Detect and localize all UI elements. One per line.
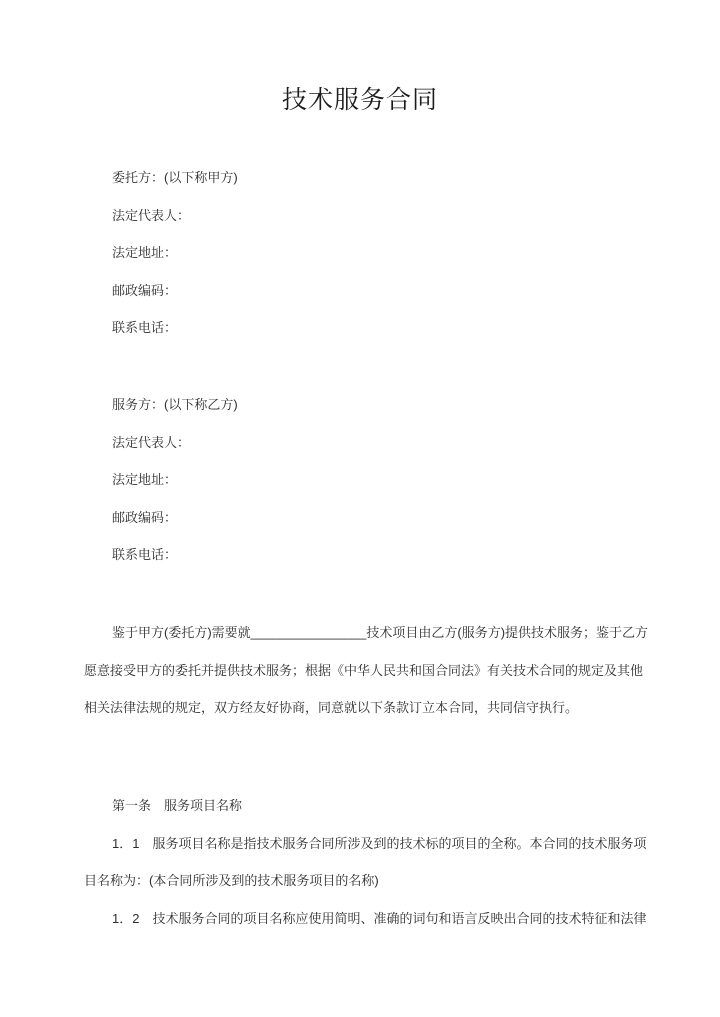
clause-1-item-1-line-1: 1．1 服务项目名称是指技术服务合同所涉及到的技术标的项目的全称。本合同的技术服务项 <box>112 835 647 851</box>
party-b-legal-rep-line: 法定代表人： <box>112 434 191 450</box>
party-b-role-line: 服务方：(以下称乙方) <box>112 397 238 412</box>
party-b-address-line: 法定地址： <box>112 472 178 487</box>
party-a-legal-rep-line: 法定代表人： <box>112 207 191 223</box>
preamble-line-1 <box>84 614 649 652</box>
preamble-text-after-blank: 技术项目由乙方(服务方)提供技术服务；鉴于乙方 <box>366 625 649 640</box>
party-a-role-line: 委托方：(以下称甲方) <box>112 170 238 185</box>
party-a-phone-line: 联系电话： <box>112 320 178 335</box>
preamble-line-2: 愿意接受甲方的委托并提供技术服务；根据《中华人民共和国合同法》有关技术合同的规定及其他 <box>84 662 644 678</box>
party-b-phone-line: 联系电话： <box>112 547 178 562</box>
clause-1-section <box>84 787 647 937</box>
clause-1-item-2-line-1: 1．2 技术服务合同的项目名称应使用简明、准确的词句和语言反映出合同的技术特征和法律 <box>112 910 647 926</box>
party-b-postcode-line: 邮政编码： <box>112 509 178 525</box>
preamble-line-3: 相关法律法规的规定，双方经友好协商，同意就以下条款订立本合同，共同信守执行。 <box>84 700 579 715</box>
party-a-section <box>84 159 644 347</box>
party-b-section <box>84 386 644 574</box>
fill-in-blank: ________________ <box>250 625 367 640</box>
document-title: 技术服务合同 <box>281 87 438 114</box>
party-a-postcode-line: 邮政编码： <box>112 282 178 298</box>
clause-1-heading: 第一条 服务项目名称 <box>112 798 243 813</box>
party-a-address-line: 法定地址： <box>112 245 178 260</box>
clause-1-item-1-line-2: 目名称为：(本合同所涉及到的技术服务项目的名称) <box>84 873 379 888</box>
preamble-section <box>84 614 649 727</box>
preamble-text-before-blank: 鉴于甲方(委托方)需要就 <box>112 625 251 640</box>
